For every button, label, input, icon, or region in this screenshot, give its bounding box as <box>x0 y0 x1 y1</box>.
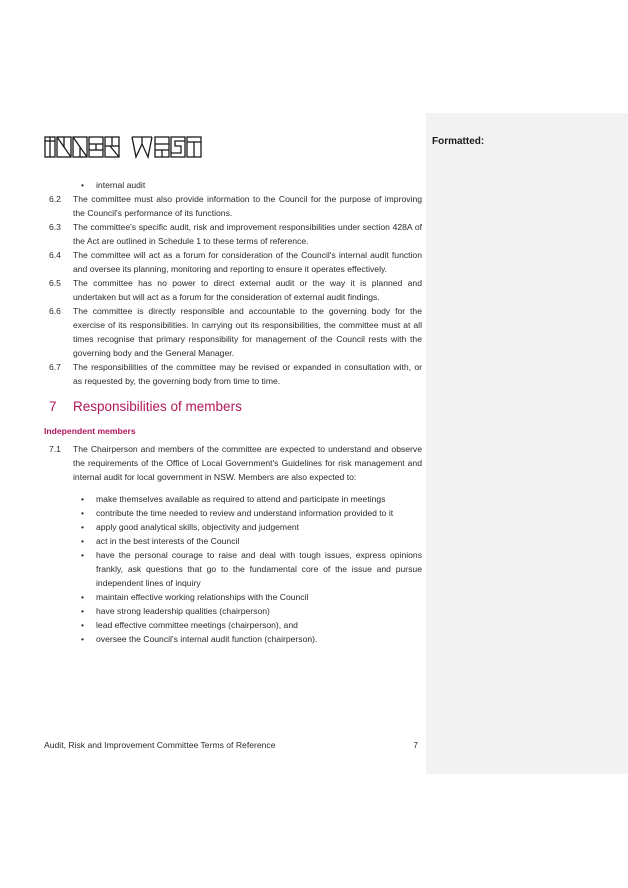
sub-heading: Independent members <box>44 426 136 436</box>
clause-6-5: 6.5 The committee has no power to direct external audit or the way it is planned and undertaken but will act as a forum for the consideration of external audit findings. <box>49 278 422 302</box>
list-item: • make themselves available as required to attend and participate in meetings <box>81 494 386 504</box>
comment-pane <box>426 113 628 774</box>
expectations-list <box>44 492 422 646</box>
bullet-icon: • <box>81 522 85 532</box>
bullet-icon: • <box>81 508 85 518</box>
bullet-icon: • <box>81 592 85 602</box>
bullet-icon: • <box>81 494 85 504</box>
document-body <box>44 178 422 646</box>
bullet-icon: • <box>81 550 85 560</box>
clause-6-3: 6.3 The committee's specific audit, risk and improvement responsibilities under section 428A of the Act are outlined in Schedule 1 to these terms of reference. <box>49 222 422 246</box>
bullet-icon: • <box>81 180 85 190</box>
comment-label: Formatted: <box>432 136 485 147</box>
list-item: • internal audit <box>81 180 146 190</box>
clause-6-7: 6.7 The responsibilities of the committee may be revised or expanded in consultation with, or as requested by, the governing body from time to time. <box>49 362 422 386</box>
list-item: • have the personal courage to raise and deal with tough issues, express opinions frankly, ask questions that go to the fundamental core of the issue and pursue independent lines of inquiry <box>81 550 422 588</box>
page-number: 7 <box>413 740 418 750</box>
list-item: • have strong leadership qualities (chairperson) <box>81 606 270 616</box>
clause-6-4: 6.4 The committee will act as a forum for consideration of the Council's internal audit function and oversee its planning, monitoring and reporting to ensure it operates effectively. <box>49 250 422 274</box>
inner-west-logo <box>44 135 222 159</box>
list-item: • apply good analytical skills, objectivity and judgement <box>81 522 300 532</box>
list-item: • act in the best interests of the Council <box>81 536 240 546</box>
bullet-icon: • <box>81 536 85 546</box>
section-heading: 7 Responsibilities of members <box>49 399 242 414</box>
footer-title: Audit, Risk and Improvement Committee Terms of Reference <box>44 740 276 750</box>
bullet-icon: • <box>81 606 85 616</box>
page-footer <box>44 740 418 750</box>
list-item: • lead effective committee meetings (chairperson), and <box>81 620 298 630</box>
list-item: • contribute the time needed to review and understand information provided to it <box>81 508 394 518</box>
clause-6-6: 6.6 The committee is directly responsible and accountable to the governing body for the exercise of its responsibilities. In carrying out its responsibilities, the committee must at all times recognise that primary responsibility for management of the Council rests with the governing body and the General Manager. <box>49 306 422 358</box>
list-item: • maintain effective working relationships with the Council <box>81 592 309 602</box>
bullet-icon: • <box>81 620 85 630</box>
list-item: • oversee the Council's internal audit function (chairperson). <box>81 634 318 644</box>
clause-6-2: 6.2 The committee must also provide information to the Council for the purpose of improving the Council's performance of its functions. <box>49 194 422 218</box>
bullet-icon: • <box>81 634 85 644</box>
clause-7-1: 7.1 The Chairperson and members of the committee are expected to understand and observe the requirements of the Office of Local Government's Guidelines for risk management and internal audit for local government in NSW. Members are also expected to: <box>49 444 422 482</box>
